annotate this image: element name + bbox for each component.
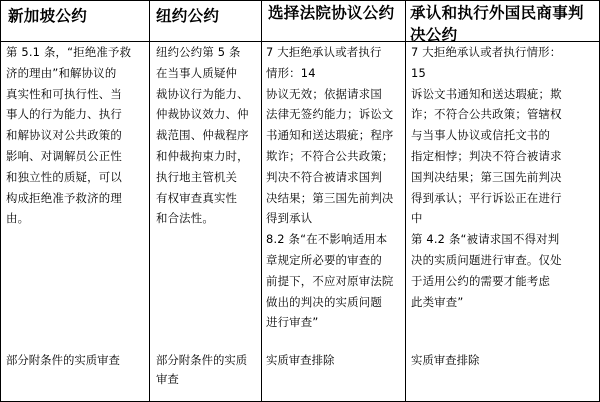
body-singapore-convention: 第 5.1 条，“拒绝准予救 济的理由”和解协议的 真实性和可执行性、当 事人的行为能力、执行 和解协议对公共政策的 影响、对调解员公正性 和独立性的质疑，可以 构成拒绝准予救济的理 由。: [6, 45, 132, 226]
column-divider: [149, 1, 150, 401]
footer-new-york-convention: 部分附条件的实质 审查: [156, 353, 248, 386]
column-divider: [405, 1, 406, 401]
header-judgments-convention: 承认和执行外国民商事判决公约: [410, 3, 584, 44]
header-choice-of-court-convention: 选择法院协议公约: [268, 3, 395, 22]
body-new-york-convention: 纽约公约第 5 条 在当事人质疑仲 裁协议行为能力、 仲裁协议效力、仲 裁范围、仲裁程序 和仲裁拘束力时， 执行地主管机关 有权审查真实性 和合法性。: [156, 45, 249, 226]
column-divider: [261, 1, 262, 401]
header-new-york-convention: 纽约公约: [156, 6, 220, 25]
footer-judgments-convention: 实质审查排除: [411, 353, 480, 367]
header-singapore-convention: 新加坡公约: [8, 6, 88, 25]
body-choice-of-court-convention: 7 大拒绝承认或者执行 情形：14 协议无效；依据请求国 法律无签约能力；诉讼文 书通知和送达瑕疵；程序 欺诈；不符合公共政策； 判决不符合被请求国判 决结果；第三国先前判决 得到承认 8.2 条“在不影响适用本 章规定所必要的审查的 前提下，不应对原审法院 做出的判决的实质问题 进行审查”: [266, 45, 394, 330]
footer-singapore-convention: 部分附条件的实质审查: [6, 353, 120, 367]
body-judgments-convention: 7 大拒绝承认或者执行情形： 15 诉讼文书通知和送达瑕疵；欺 诈；不符合公共政策；管辖权 与当事人协议或信托文书的 指定相悖；判决不符合被请求 国判决结果；第三国先前判决 得到承认；平行诉讼正在进行 中 第 4.2 条“被请求国不得对判 决的实质问题进行审查。仅处 于适用公约的需要才能考虑 此类审查”: [411, 45, 562, 309]
footer-choice-of-court-convention: 实质审查排除: [266, 353, 335, 367]
